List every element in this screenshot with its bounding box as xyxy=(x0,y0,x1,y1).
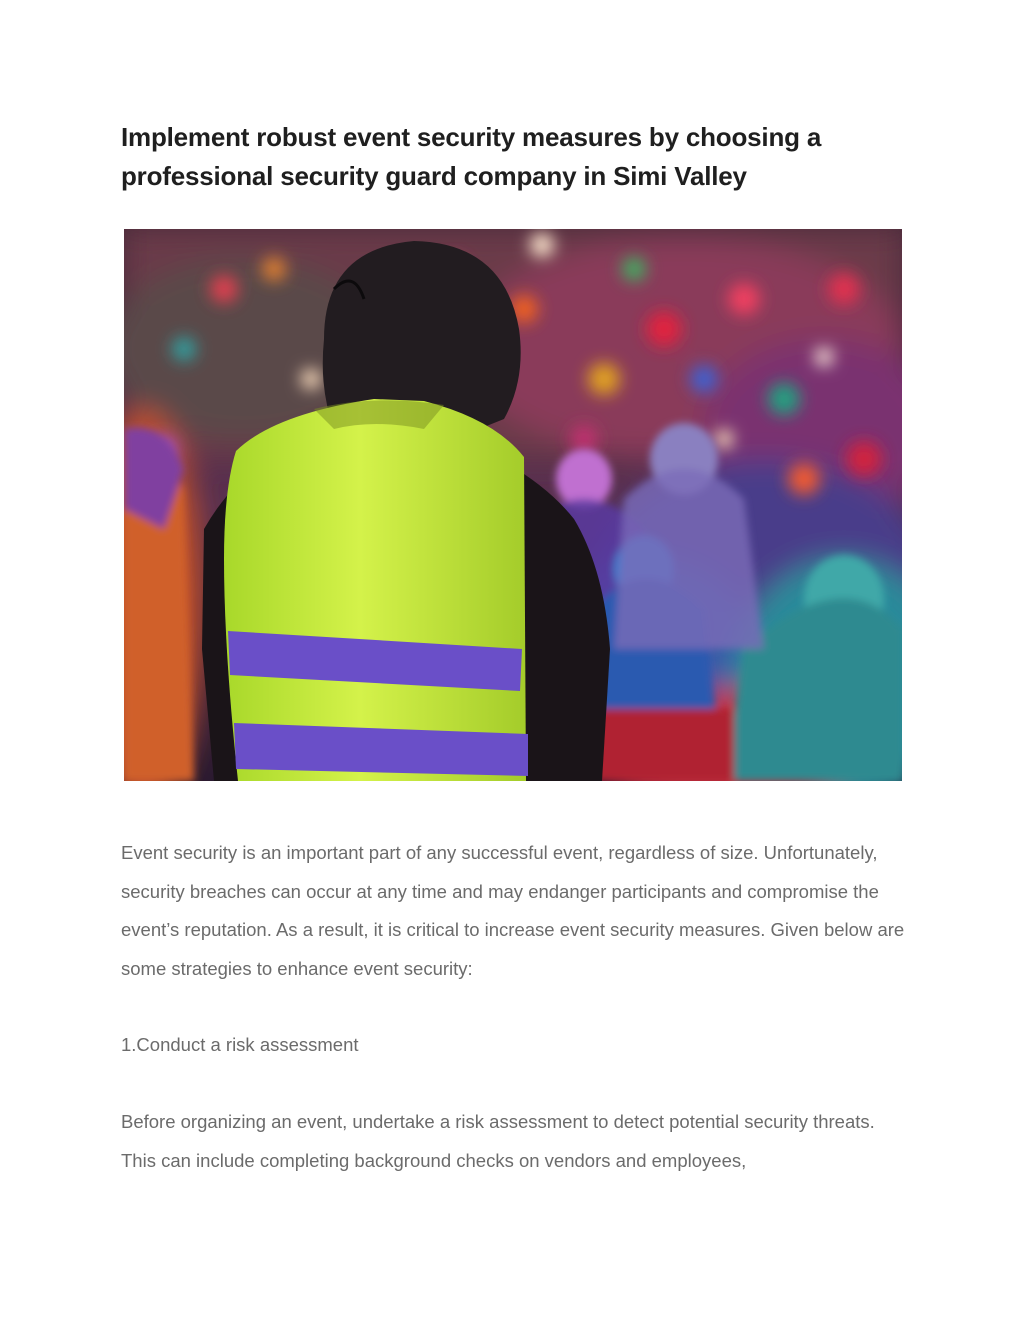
intro-paragraph: Event security is an important part of any successful event, regardless of size. Unfortunately, security breaches can occur at any time and may endanger participants and compromise the event’s reputation. As a result, it is critical to increase event security measures. Given below are some strategies to enhance event security: xyxy=(121,842,905,980)
risk-assessment-paragraph: Before organizing an event, undertake a risk assessment to detect potential security threats. This can include completing background checks on vendors and employees, xyxy=(121,1111,875,1171)
security-guard-crowd-image xyxy=(124,229,902,781)
article-title: Implement robust event security measures by choosing a professional security guard company in Simi Valley xyxy=(121,122,822,191)
section-heading-risk-assessment: 1.Conduct a risk assessment xyxy=(121,1034,359,1055)
